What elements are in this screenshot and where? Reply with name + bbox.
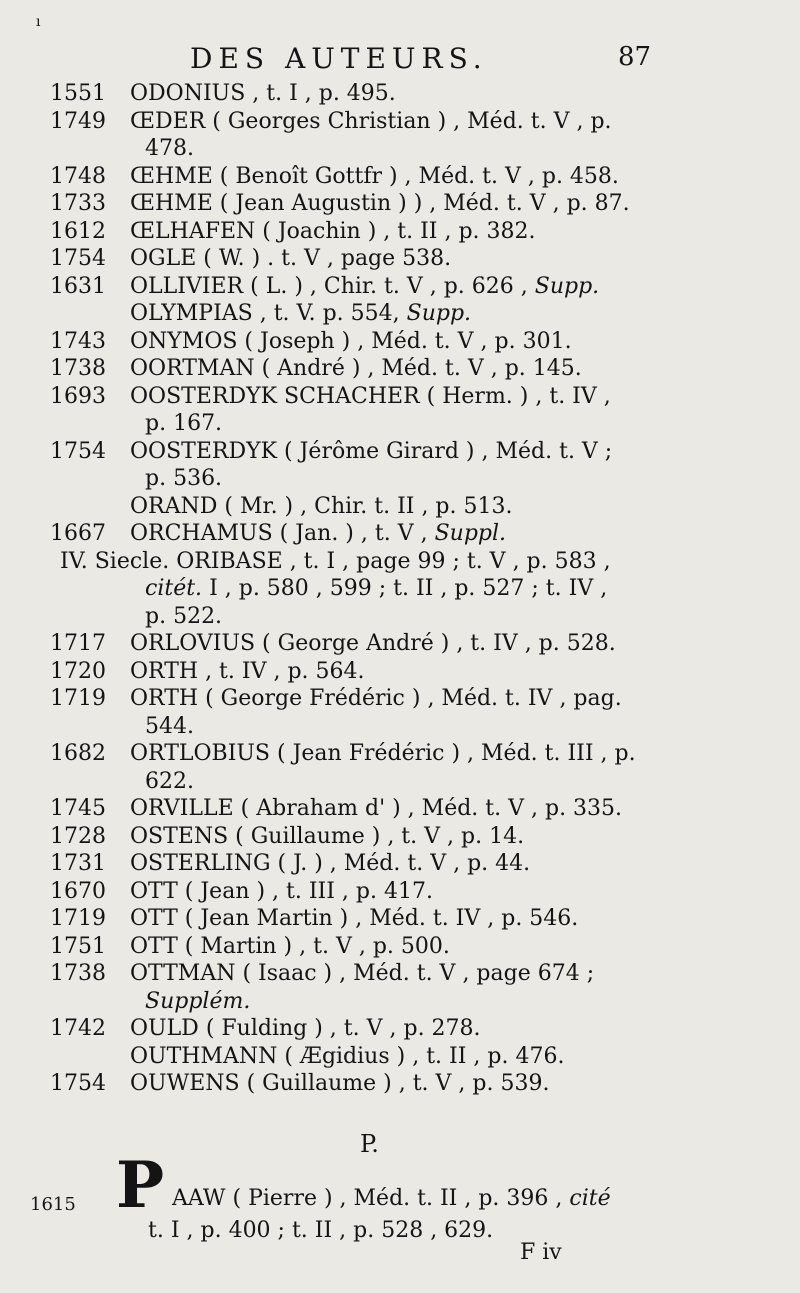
index-entry xyxy=(50,658,770,686)
entry-text: ORTH ( George Frédéric ) , Méd. t. IV , pag. xyxy=(130,686,622,711)
index-entry xyxy=(50,685,770,740)
entry-row xyxy=(50,933,770,961)
entry-text: OLLIVIER ( L. ) , Chir. t. V , p. 626 , xyxy=(130,273,528,299)
entry-year: IV. Siecle. xyxy=(60,548,170,574)
index-entry xyxy=(50,190,770,218)
entry-row xyxy=(50,1015,770,1043)
author-index xyxy=(50,80,770,1098)
entry-year: 1754 xyxy=(50,438,106,464)
entry-year: 1667 xyxy=(50,521,106,546)
entry-row xyxy=(50,850,770,878)
entry-continuation-text: p. 536. xyxy=(145,466,223,491)
entry-text: OTT ( Jean ) , t. III , p. 417. xyxy=(130,878,433,904)
index-entry xyxy=(50,878,770,906)
entry-year: 1738 xyxy=(50,356,106,381)
entry-row xyxy=(50,658,770,686)
entry-line-1 xyxy=(172,1186,611,1211)
entry-text: ORTLOBIUS ( Jean Frédéric ) , Méd. t. III , p. xyxy=(130,741,636,766)
entry-row xyxy=(50,80,770,108)
entry-text: OLYMPIAS , t. V. p. 554, xyxy=(130,301,400,326)
index-entry xyxy=(50,1043,770,1071)
entry-text: OSTERLING ( J. ) , Méd. t. V , p. 44. xyxy=(130,851,531,876)
index-entry xyxy=(50,795,770,823)
entry-row xyxy=(50,328,770,356)
entry-row xyxy=(50,108,770,136)
entry-continuation-text: 478. xyxy=(145,136,194,161)
entry-text: ORAND ( Mr. ) , Chir. t. II , p. 513. xyxy=(130,493,513,519)
index-entry xyxy=(50,960,770,1015)
entry-row xyxy=(50,438,770,466)
entry-year: 1731 xyxy=(50,851,106,876)
entry-row xyxy=(50,520,770,548)
entry-year: 1743 xyxy=(50,328,106,354)
index-entry xyxy=(50,245,770,273)
entry-text: ORTH , t. IV , p. 564. xyxy=(130,658,365,684)
entry-text: OTT ( Jean Martin ) , Méd. t. IV , p. 546. xyxy=(130,906,579,931)
entry-row xyxy=(50,163,770,191)
entry-row xyxy=(50,795,770,823)
entry-text: AAW ( Pierre ) , Méd. t. II , p. 396 , xyxy=(172,1186,563,1211)
corner-mark: ı xyxy=(36,14,41,30)
entry-text: OUTHMANN ( Ægidius ) , t. II , p. 476. xyxy=(130,1043,565,1069)
index-entry xyxy=(50,163,770,191)
index-entry xyxy=(50,1015,770,1043)
index-entry xyxy=(50,850,770,878)
running-title: DES AUTEURS. xyxy=(190,42,488,75)
index-entry xyxy=(50,273,770,301)
entry-row xyxy=(50,823,770,851)
entry-text: OOSTERDYK ( Jérôme Girard ) , Méd. t. V ; xyxy=(130,438,613,464)
entry-year: 1615 xyxy=(30,1194,76,1215)
index-entry xyxy=(50,520,770,548)
entry-continuation-text: 544. xyxy=(145,713,194,739)
index-entry xyxy=(50,300,770,328)
index-entry xyxy=(50,493,770,521)
entry-row xyxy=(50,960,770,988)
entry-continuation xyxy=(50,465,770,493)
entry-row xyxy=(50,493,770,521)
entry-continuation xyxy=(50,575,770,603)
entry-row xyxy=(50,548,770,576)
entry-year: 1749 xyxy=(50,108,106,134)
entry-year: 1719 xyxy=(50,686,106,711)
entry-year: 1733 xyxy=(50,191,106,216)
section-letter: P. xyxy=(360,1130,379,1158)
entry-row xyxy=(50,1070,770,1098)
entry-year: 1719 xyxy=(50,906,106,931)
index-entry xyxy=(50,328,770,356)
entry-italic: Supp. xyxy=(534,273,600,299)
entry-row xyxy=(50,878,770,906)
entry-row xyxy=(50,685,770,713)
index-entry xyxy=(50,355,770,383)
entry-text: ŒHME ( Benoît Gottfr ) , Méd. t. V , p. 458. xyxy=(130,163,619,189)
index-entry xyxy=(50,740,770,795)
entry-text: OTTMAN ( Isaac ) , Méd. t. V , page 674 ; xyxy=(130,961,595,986)
entry-text: ŒDER ( Georges Christian ) , Méd. t. V , p. xyxy=(130,108,612,134)
entry-text: ORVILLE ( Abraham d' ) , Méd. t. V , p. 335. xyxy=(130,796,623,821)
entry-row xyxy=(50,273,770,301)
index-entry xyxy=(50,80,770,108)
entry-year: 1738 xyxy=(50,961,106,986)
index-entry xyxy=(50,218,770,246)
entry-row xyxy=(50,355,770,383)
entry-year: 1754 xyxy=(50,1071,106,1096)
index-entry xyxy=(50,548,770,631)
entry-continuation-text: I , p. 580 , 599 ; t. II , p. 527 ; t. IV , xyxy=(209,576,608,601)
entry-row xyxy=(50,245,770,273)
entry-year: 1693 xyxy=(50,383,106,409)
entry-continuation xyxy=(50,988,770,1016)
entry-continuation-text: 622. xyxy=(145,768,194,794)
entry-text: ŒLHAFEN ( Joachin ) , t. II , p. 382. xyxy=(130,218,536,244)
entry-text: ORCHAMUS ( Jan. ) , t. V , xyxy=(130,521,428,546)
entry-row xyxy=(50,1043,770,1071)
entry-row xyxy=(50,630,770,658)
entry-year: 1631 xyxy=(50,273,106,299)
entry-italic: cité xyxy=(569,1186,611,1211)
entry-year: 1751 xyxy=(50,933,106,959)
entry-row xyxy=(50,218,770,246)
entry-year: 1728 xyxy=(50,823,106,849)
entry-text: OGLE ( W. ) . t. V , page 538. xyxy=(130,246,452,271)
drop-capital: P xyxy=(116,1148,165,1223)
entry-year: 1742 xyxy=(50,1016,106,1041)
entry-text: ODONIUS , t. I , p. 495. xyxy=(130,81,396,106)
entry-line-2: t. I , p. 400 ; t. II , p. 528 , 629. xyxy=(148,1218,494,1243)
entry-italic: Supp. xyxy=(406,301,472,326)
entry-text: ORLOVIUS ( George André ) , t. IV , p. 528. xyxy=(130,631,616,656)
entry-continuation xyxy=(50,410,770,438)
entry-year: 1670 xyxy=(50,878,106,904)
entry-year: 1682 xyxy=(50,741,106,766)
entry-continuation xyxy=(50,768,770,796)
entry-continuation xyxy=(50,713,770,741)
entry-row xyxy=(50,300,770,328)
entry-text: OUWENS ( Guillaume ) , t. V , p. 539. xyxy=(130,1071,550,1096)
entry-text: ONYMOS ( Joseph ) , Méd. t. V , p. 301. xyxy=(130,328,572,354)
entry-text: ŒHME ( Jean Augustin ) ) , Méd. t. V , p. 87. xyxy=(130,191,630,216)
entry-row xyxy=(50,740,770,768)
page-number: 87 xyxy=(618,42,652,72)
entry-row xyxy=(50,190,770,218)
entry-italic: Supplém. xyxy=(145,988,251,1014)
entry-text: OULD ( Fulding ) , t. V , p. 278. xyxy=(130,1016,481,1041)
index-entry xyxy=(50,630,770,658)
index-entry xyxy=(50,823,770,851)
index-entry xyxy=(50,933,770,961)
index-entry xyxy=(50,438,770,493)
entry-year: 1612 xyxy=(50,218,106,244)
entry-italic: Suppl. xyxy=(434,521,507,546)
index-entry xyxy=(50,108,770,163)
entry-text: ORIBASE , t. I , page 99 ; t. V , p. 583 , xyxy=(176,548,611,574)
entry-year: 1745 xyxy=(50,796,106,821)
entry-italic: citét. xyxy=(145,576,203,601)
entry-year: 1720 xyxy=(50,658,106,684)
running-header xyxy=(0,38,800,78)
index-entry xyxy=(50,905,770,933)
entry-text: OSTENS ( Guillaume ) , t. V , p. 14. xyxy=(130,823,525,849)
entry-row xyxy=(50,383,770,411)
entry-text: OOSTERDYK SCHACHER ( Herm. ) , t. IV , xyxy=(130,383,611,409)
entry-year: 1551 xyxy=(50,81,106,106)
entry-year: 1754 xyxy=(50,246,106,271)
entry-continuation: p. 522. xyxy=(145,603,223,629)
entry-continuation-text: p. 167. xyxy=(145,411,223,436)
signature-mark: F iv xyxy=(520,1240,562,1265)
index-entry xyxy=(50,1070,770,1098)
entry-year: 1748 xyxy=(50,163,106,189)
index-entry xyxy=(50,383,770,438)
entry-continuation xyxy=(50,135,770,163)
entry-text: OORTMAN ( André ) , Méd. t. V , p. 145. xyxy=(130,356,582,381)
entry-text: OTT ( Martin ) , t. V , p. 500. xyxy=(130,933,450,959)
entry-year: 1717 xyxy=(50,631,106,656)
entry-row xyxy=(50,905,770,933)
